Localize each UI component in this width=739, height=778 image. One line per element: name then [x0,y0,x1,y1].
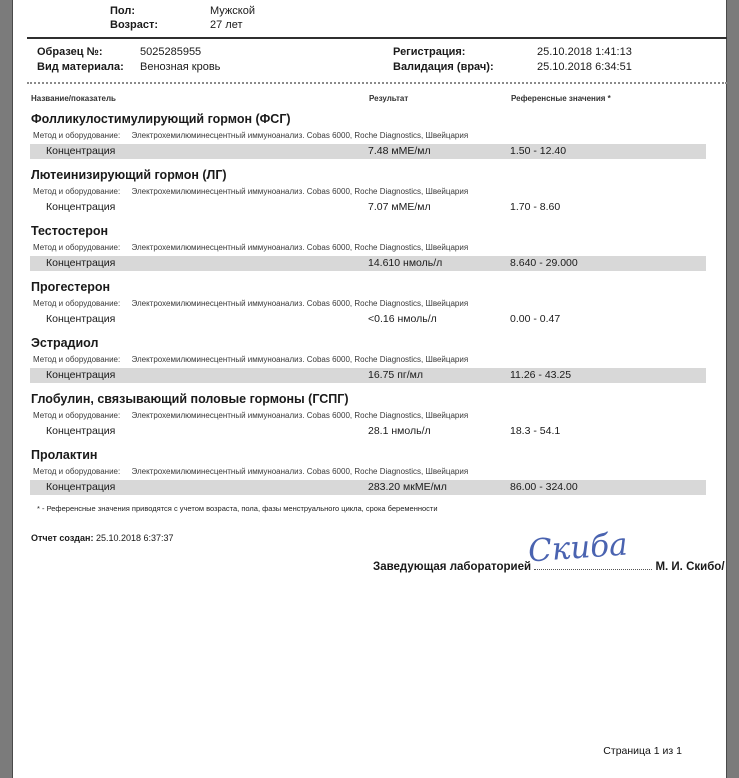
result-value: 16.75 пг/мл [368,369,423,381]
report-content [13,0,726,778]
test-block [30,224,706,271]
test-block [30,448,706,495]
concentration-label: Концентрация [46,369,116,381]
material-value: Венозная кровь [140,61,221,73]
test-block [30,112,706,159]
signature-line [527,526,652,570]
method-label: Метод и оборудование: [33,299,121,308]
concentration-row [30,424,706,439]
validation-value: 25.10.2018 6:34:51 [537,61,632,73]
concentration-row [30,312,706,327]
method-value: Электрохемилюминесцентный иммуноанализ. Cobas 6000, Roche Diagnostics, Швейцария [131,299,469,308]
method-line [33,243,706,252]
column-result-header: Результат [369,94,409,103]
concentration-row [30,256,706,271]
test-name: Эстрадиол [31,336,99,350]
test-block [30,336,706,383]
test-name: Лютеинизирующий гормон (ЛГ) [31,168,227,182]
test-name: Фолликулостимулирующий гормон (ФСГ) [31,112,291,126]
column-name-header: Название/показатель [31,94,116,103]
reference-footnote: * - Референсные значения приводятся с учетом возраста, пола, фазы менструального цикла, срока беременности [37,504,438,513]
patient-block [110,4,706,32]
concentration-row [30,368,706,383]
handwritten-signature: Скиба [527,526,629,570]
result-value: 28.1 нмоль/л [368,425,431,437]
signatory-name: М. И. Скибо/ [655,561,725,573]
age-label: Возраст: [110,19,158,31]
method-label: Метод и оборудование: [33,131,121,140]
sample-row [30,45,706,60]
signatory-title: Заведующая лабораторией [373,561,532,573]
method-line [33,411,706,420]
method-value: Электрохемилюминесцентный иммуноанализ. Cobas 6000, Roche Diagnostics, Швейцария [131,243,469,252]
method-label: Метод и оборудование: [33,243,121,252]
concentration-label: Концентрация [46,145,116,157]
method-label: Метод и оборудование: [33,467,121,476]
method-line [33,299,706,308]
reference-value: 11.26 - 43.25 [510,369,572,381]
sample-number-value: 5025285955 [140,46,202,58]
reference-value: 1.70 - 8.60 [510,201,561,213]
reference-value: 8.640 - 29.000 [510,257,578,269]
concentration-label: Концентрация [46,313,116,325]
reference-value: 18.3 - 54.1 [510,425,561,437]
result-value: 14.610 нмоль/л [368,257,443,269]
test-block [30,392,706,439]
column-reference-header: Референсные значения * [511,94,611,103]
header-divider [27,37,727,39]
test-name: Пролактин [31,448,98,462]
reference-value: 86.00 - 324.00 [510,481,578,493]
sex-value: Мужской [210,5,255,17]
method-value: Электрохемилюминесцентный иммуноанализ. Cobas 6000, Roche Diagnostics, Швейцария [131,467,469,476]
method-label: Метод и оборудование: [33,411,121,420]
concentration-row [30,200,706,215]
test-name: Прогестерон [31,280,111,294]
concentration-row [30,480,706,495]
patient-age-row [110,18,706,32]
results-table-header [31,94,706,103]
validation-label: Валидация (врач): [393,61,494,73]
method-value: Электрохемилюминесцентный иммуноанализ. Cobas 6000, Roche Diagnostics, Швейцария [131,411,469,420]
result-value: 283.20 мкМЕ/мл [368,481,447,493]
test-name: Тестостерон [31,224,109,238]
signature-row [373,526,725,573]
concentration-label: Концентрация [46,257,116,269]
test-block [30,168,706,215]
concentration-label: Концентрация [46,201,116,213]
method-label: Метод и оборудование: [33,187,121,196]
report-created-value: 25.10.2018 6:37:37 [95,533,174,543]
report-created-label: Отчет создан: [31,533,94,543]
method-line [33,355,706,364]
test-name: Глобулин, связывающий половые гормоны (ГСПГ) [31,392,349,406]
concentration-row [30,144,706,159]
reference-value: 1.50 - 12.40 [510,145,567,157]
method-value: Электрохемилюминесцентный иммуноанализ. Cobas 6000, Roche Diagnostics, Швейцария [131,187,469,196]
registration-value: 25.10.2018 1:41:13 [537,46,632,58]
result-value: <0.16 нмоль/л [368,313,437,325]
sex-label: Пол: [110,5,136,17]
report-created-row [31,533,706,543]
sample-number-label: Образец №: [37,46,103,58]
method-value: Электрохемилюминесцентный иммуноанализ. Cobas 6000, Roche Diagnostics, Швейцария [131,355,469,364]
result-value: 7.07 мМЕ/мл [368,201,431,213]
concentration-label: Концентрация [46,481,116,493]
material-label: Вид материала: [37,61,124,73]
result-value: 7.48 мМЕ/мл [368,145,431,157]
sample-info-block [30,45,706,75]
section-divider [27,82,727,84]
test-block [30,280,706,327]
method-line [33,131,706,140]
registration-label: Регистрация: [393,46,466,58]
age-value: 27 лет [210,19,243,31]
reference-value: 0.00 - 0.47 [510,313,561,325]
method-value: Электрохемилюминесцентный иммуноанализ. Cobas 6000, Roche Diagnostics, Швейцария [131,131,469,140]
concentration-label: Концентрация [46,425,116,437]
page-number: Страница 1 из 1 [603,745,682,757]
report-page [12,0,727,778]
method-label: Метод и оборудование: [33,355,121,364]
patient-sex-row [110,4,706,18]
method-line [33,187,706,196]
material-row [30,60,706,75]
method-line [33,467,706,476]
results-table-body [30,112,706,495]
